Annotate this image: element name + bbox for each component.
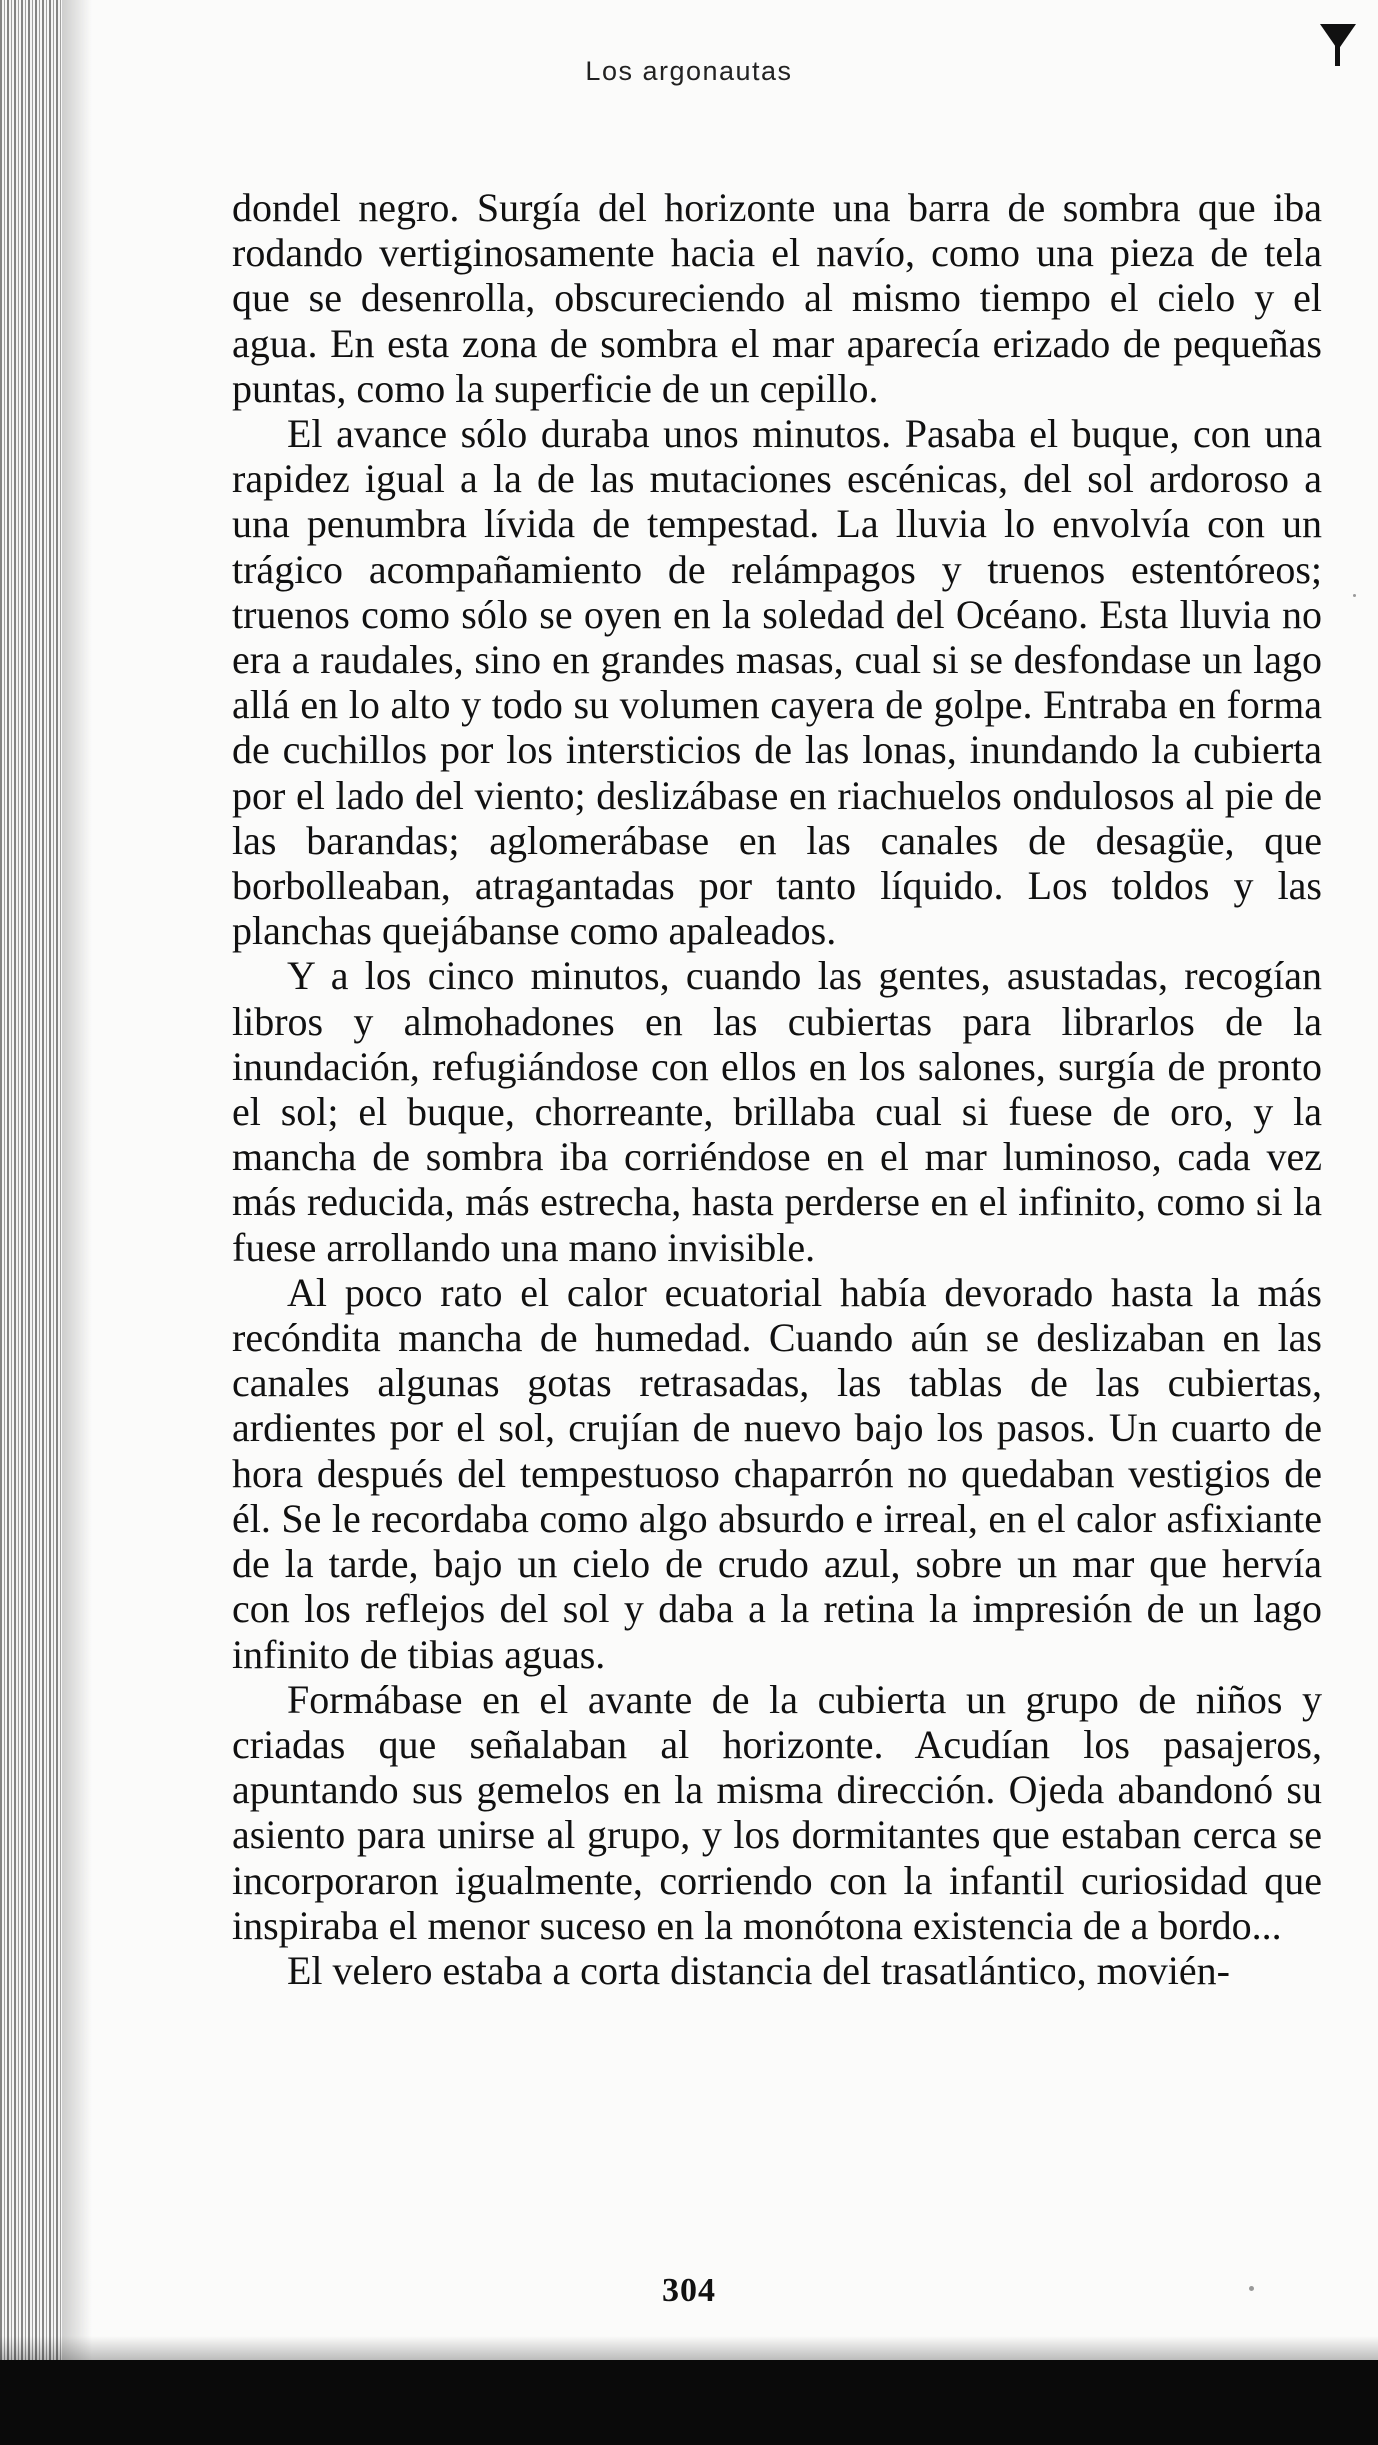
running-head: Los argonautas	[585, 56, 793, 86]
body-text	[232, 185, 1322, 1993]
paragraph: El velero estaba a corta distancia del trasatlántico, movién-	[287, 1947, 1230, 1993]
paragraph: Formábase en el avante de la cubierta un grupo de niños y criadas que señalaban al horizonte. Acudían los pasajeros, apuntando sus gemelos en la misma dirección. Ojeda abandonó su asiento para unirse al grupo, y los dormitantes que estaban cerca se incorporaron igualmente, corriendo con la infantil curiosidad que inspiraba el menor suceso en la monótona existencia de a bordo...	[232, 1676, 1322, 1948]
paragraph: El avance sólo duraba unos minutos. Pasaba el buque, con una rapidez igual a la de las mutaciones escénicas, del sol ardoroso a una penumbra lívida de tempestad. La lluvia lo envolvía con un trágico acompañamiento de relámpagos y truenos estentóreos; truenos como sólo se oyen en la soledad del Océano. Esta lluvia no era a raudales, sino en grandes masas, cual si se desfondase un lago allá en lo alto y todo su volumen cayera de golpe. Entraba en forma de cuchillos por los intersticios de las lonas, inundando la cubierta por el lado del viento; deslizábase en riachuelos ondulosos al pie de las barandas; aglomerábase en las canales de desagüe, que borbolleaban, atragantadas por tanto líquido. Los toldos y las planchas quejábanse como apaleados.	[232, 411, 1322, 954]
page-number: 304	[662, 2272, 716, 2309]
paragraph: dondel negro. Surgía del horizonte una barra de sombra que iba rodando vertiginosamente hacia el navío, como una pieza de tela que se desenrolla, obscureciendo al mismo tiempo el cielo y el agua. En esta zona de sombra el mar aparecía erizado de pequeñas puntas, como la superficie de un cepillo.	[232, 185, 1322, 411]
paragraph: Al poco rato el calor ecuatorial había devorado hasta la más recóndita mancha de humedad. Cuando aún se deslizaban en las canales algunas gotas retrasadas, las tablas de las cubiertas, ardientes por el sol, crujían de nuevo bajo los pasos. Un cuarto de hora después del tempestuoso chaparrón no quedaban vestigios de él. Se le recordaba como algo absurdo e irreal, en el calor asfixiante de la tarde, bajo un cielo de crudo azul, sobre un mar que hervía con los reflejos del sol y daba a la retina la impresión de un lago infinito de tibias aguas.	[232, 1269, 1322, 1677]
gutter-shadow	[62, 0, 92, 2445]
scan-speck	[1353, 594, 1356, 597]
scan-bottom-edge	[0, 2360, 1378, 2445]
scan-speck	[1249, 2286, 1254, 2291]
paragraph: Y a los cinco minutos, cuando las gentes, asustadas, recogían libros y almohadones en las cubiertas para librarlos de la inundación, refugiándose con ellos en los salones, surgía de pronto el sol; el buque, chorreante, brillaba cual si fuese de oro, y la mancha de sombra iba corriéndose en el mar luminoso, cada vez más reducida, más estrecha, hasta perderse en el infinito, como si la fuese arrollando una mano invisible.	[232, 953, 1322, 1270]
scan-edge-fade	[0, 2336, 1378, 2360]
book-spine-gutter	[0, 0, 62, 2445]
